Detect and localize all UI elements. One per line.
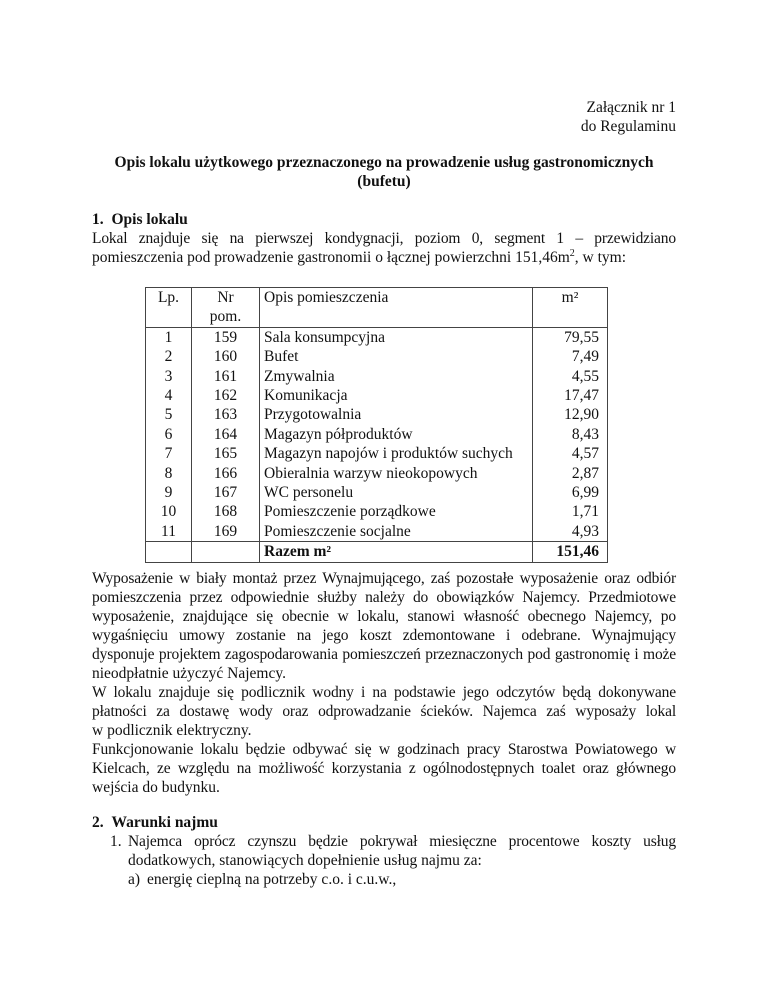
table-row	[146, 483, 608, 502]
cell-lp: 5	[146, 405, 192, 424]
section-1-number: 1.	[92, 211, 104, 228]
intro-text: , w tym:	[574, 249, 627, 266]
cell-lp: 4	[146, 386, 192, 405]
cell-opis: Obieralnia warzyw nieokopowych	[260, 464, 533, 483]
cell-m2: 8,43	[533, 425, 608, 444]
cell-nr: 167	[192, 483, 260, 502]
total-empty	[192, 542, 260, 562]
superscript: 2	[569, 247, 575, 259]
table-header-row	[146, 288, 608, 328]
item-1-number: 1.	[110, 833, 122, 850]
paragraph-line: dysponuje projektem zagospodarowania pomieszczeń przeznaczonych pod gastronomię i może	[92, 646, 676, 663]
header-m2: m²	[533, 288, 608, 328]
cell-lp: 8	[146, 464, 192, 483]
table-row	[146, 347, 608, 366]
cell-lp: 2	[146, 347, 192, 366]
cell-lp: 1	[146, 327, 192, 347]
cell-nr: 160	[192, 347, 260, 366]
item-1-line: Najemca oprócz czynszu będzie pokrywał miesięczne procentowe koszty usług	[128, 833, 676, 850]
table-row	[146, 425, 608, 444]
annex-number: Załącznik nr 1	[586, 99, 676, 116]
paragraph-line: nieodpłatnie użyczyć Najemcy.	[92, 665, 286, 682]
cell-nr: 168	[192, 502, 260, 521]
cell-m2: 4,57	[533, 444, 608, 463]
cell-m2: 79,55	[533, 327, 608, 347]
sub-item-a-label: a)	[128, 871, 141, 888]
cell-nr: 164	[192, 425, 260, 444]
cell-opis: Przygotowalnia	[260, 405, 533, 424]
cell-opis: Bufet	[260, 347, 533, 366]
header-nr-line1: Nr	[217, 289, 234, 306]
item-1-line: dodatkowych, stanowiących dopełnienie usług najmu za:	[128, 852, 482, 869]
section-1-intro-line	[92, 248, 676, 267]
section-2-title: Warunki najmu	[111, 814, 218, 831]
table-row	[146, 386, 608, 405]
total-value: 151,46	[533, 542, 608, 562]
total-empty	[146, 542, 192, 562]
section-2-number: 2.	[92, 814, 104, 831]
cell-nr: 165	[192, 444, 260, 463]
table-row	[146, 327, 608, 347]
cell-nr: 161	[192, 367, 260, 386]
cell-opis: Magazyn napojów i produktów suchych	[260, 444, 533, 463]
cell-opis: Zmywalnia	[260, 367, 533, 386]
header-nr-line2: pom.	[209, 308, 242, 326]
header-lp: Lp.	[146, 288, 192, 328]
table-total-row	[146, 542, 608, 562]
annex-reference: do Regulaminu	[580, 118, 676, 135]
cell-m2: 12,90	[533, 405, 608, 424]
cell-m2: 7,49	[533, 347, 608, 366]
cell-opis: WC personelu	[260, 483, 533, 502]
cell-opis: Pomieszczenie porządkowe	[260, 502, 533, 521]
cell-lp: 3	[146, 367, 192, 386]
paragraph-line: wyposażenie, znajdujące się obecnie w lokalu, stanowi własność obecnego Najemcy, po	[92, 608, 676, 625]
cell-nr: 169	[192, 522, 260, 542]
cell-m2: 4,55	[533, 367, 608, 386]
cell-m2: 4,93	[533, 522, 608, 542]
paragraph-line: pomieszczenia przez odpowiednie służby należy do obowiązków Najemcy. Przedmiotowe	[92, 589, 676, 606]
paragraph-line: Wyposażenie w biały montaż przez Wynajmującego, zaś pozostałe wyposażenie oraz odbiór	[92, 570, 676, 587]
cell-opis: Sala konsumpcyjna	[260, 327, 533, 347]
cell-nr: 163	[192, 405, 260, 424]
total-label: Razem m²	[260, 542, 533, 562]
document-title: Opis lokalu użytkowego przeznaczonego na prowadzenie usług gastronomicznych	[114, 154, 654, 171]
paragraph-line: Funkcjonowanie lokalu będzie odbywać się w godzinach pracy Starostwa Powiatowego w	[92, 741, 676, 758]
cell-lp: 6	[146, 425, 192, 444]
cell-m2: 2,87	[533, 464, 608, 483]
cell-m2: 1,71	[533, 502, 608, 521]
document-subtitle: (bufetu)	[357, 173, 411, 190]
paragraph-line: w podlicznik elektryczny.	[92, 722, 252, 739]
table-row	[146, 367, 608, 386]
cell-lp: 9	[146, 483, 192, 502]
table-row	[146, 464, 608, 483]
paragraph-line: płatności za dostawę wody oraz odprowadzanie ścieków. Najemca zaś wyposaży lokal	[92, 703, 676, 720]
cell-opis: Pomieszczenie socjalne	[260, 522, 533, 542]
section-1-title: Opis lokalu	[111, 211, 188, 228]
paragraph-line: W lokalu znajduje się podlicznik wodny i na podstawie jego odczytów będą dokonywane	[92, 684, 676, 701]
header-nr	[192, 288, 260, 328]
cell-lp: 7	[146, 444, 192, 463]
sub-item-a-text: energię cieplną na potrzeby c.o. i c.u.w.,	[147, 871, 397, 888]
paragraph-line: Kielcach, ze względu na możliwość korzystania z ogólnodostępnych toalet oraz głównego	[92, 760, 676, 777]
cell-nr: 159	[192, 327, 260, 347]
cell-m2: 6,99	[533, 483, 608, 502]
intro-text: pomieszczenia pod prowadzenie gastronomii o łącznej powierzchni 151,46m	[92, 249, 570, 266]
table-row	[146, 502, 608, 521]
cell-lp: 10	[146, 502, 192, 521]
cell-opis: Komunikacja	[260, 386, 533, 405]
cell-lp: 11	[146, 522, 192, 542]
cell-nr: 166	[192, 464, 260, 483]
table-row	[146, 405, 608, 424]
section-2-heading	[92, 813, 676, 832]
table-row	[146, 444, 608, 463]
paragraph-line: wygaśnięciu umowy zostanie na jego koszt zdemontowane i odebrane. Wynajmujący	[92, 627, 676, 644]
section-1-intro-line: Lokal znajduje się na pierwszej kondygnacji, poziom 0, segment 1 – przewidziano	[92, 230, 676, 247]
section-1-heading	[92, 210, 676, 229]
header-opis: Opis pomieszczenia	[260, 288, 533, 328]
cell-nr: 162	[192, 386, 260, 405]
table-row	[146, 522, 608, 542]
rooms-table	[145, 287, 608, 563]
cell-opis: Magazyn półproduktów	[260, 425, 533, 444]
paragraph-line: wejścia do budynku.	[92, 779, 220, 796]
cell-m2: 17,47	[533, 386, 608, 405]
